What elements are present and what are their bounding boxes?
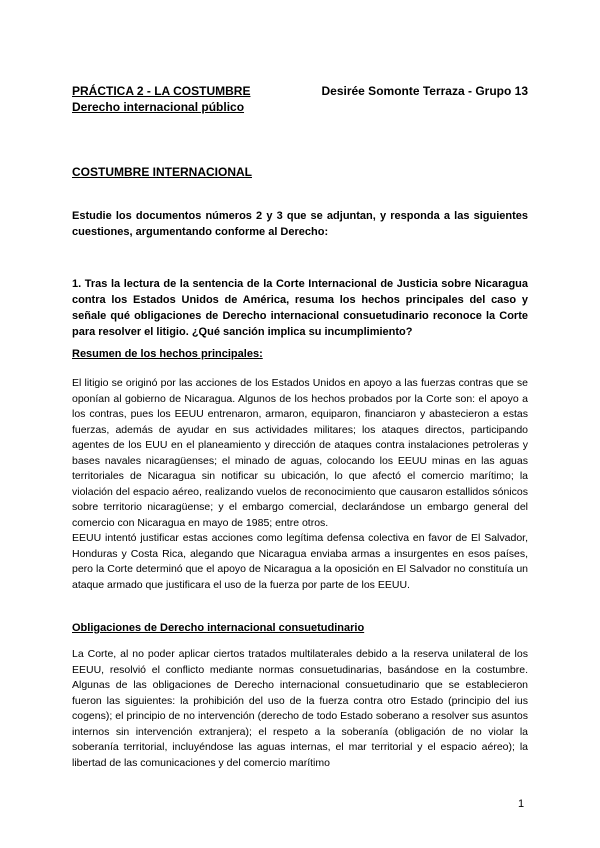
author-line: Desirée Somonte Terraza - Grupo 13: [321, 84, 528, 98]
obligations-body: [72, 647, 528, 771]
summary-paragraph-2: EEUU intentó justificar estas acciones como legítima defensa colectiva en favor de El Salvador, Honduras y Costa Rica, alegando que Nicaragua enviaba armas a insurgentes en esos países, pero la Corte determinó que el apoyo de Nicaragua a la oposición en El Salvador no constituía un ataque armado que justificara el uso de la fuerza por parte de los EEUU.: [72, 532, 528, 591]
summary-paragraph-1: El litigio se originó por las acciones de los Estados Unidos en apoyo a las fuerzas contras que se oponían al gobierno de Nicaragua. Algunos de los hechos probados por la Corte son: el apoyo a los contras, pues los EEUU entrenaron, armaron, equiparon, financiaron y abastecieron a estas fuerzas, además de ayudar en sus actividades militares; los ataques directos, participando agentes de los EUU en el planeamiento y dirección de ataques contra instalaciones petroleras y bases navales nicaragüenses; el minado de aguas, colocando los EEUU minas en las aguas territoriales de Nicaragua sin notificar su ubicación, lo que afectó el comercio marítimo; la violación del espacio aéreo, realizando vuelos de reconocimiento que causaron estallidos sónicos sobre territorio nicaragüense; y el embargo comercial, declarándose un embargo general del comercio con Nicaragua en mayo de 1985; entre otros.: [72, 377, 528, 529]
summary-heading-text: Resumen de los hechos principales: [72, 348, 260, 360]
summary-heading-colon: :: [259, 348, 263, 360]
summary-heading: [72, 348, 263, 360]
summary-body: [72, 376, 528, 593]
obligations-heading: Obligaciones de Derecho internacional consuetudinario: [72, 622, 365, 634]
section-title: COSTUMBRE INTERNACIONAL: [72, 165, 252, 179]
instructions: Estudie los documentos números 2 y 3 que se adjuntan, y responda a las siguientes cuestiones, argumentando conforme al Derecho:: [72, 210, 528, 238]
subject-title: Derecho internacional público: [72, 100, 245, 114]
question-1: 1. Tras la lectura de la sentencia de la Corte Internacional de Justicia sobre Nicaragua contra los Estados Unidos de América, resuma los hechos principales del caso y señale qué obligaciones de Derecho internacional consuetudinario reconoce la Corte para resolver el litigio. ¿Qué sanción implica su incumplimiento?: [72, 278, 528, 338]
header: [72, 84, 528, 100]
page-number: 1: [518, 798, 525, 810]
obligations-paragraph-1: La Corte, al no poder aplicar ciertos tratados multilaterales debido a la reserva unilateral de los EEUU, resolvió el conflicto mediante normas consuetudinarias, basándose en la costumbre. Algunas de las obligaciones de Derecho internacional consuetudinario que se establecieron fueron las siguientes: la prohibición del uso de la fuerza contra otro Estado (principio del ius cogens); el principio de no intervención (derecho de todo Estado soberano a resolver sus asuntos internos sin intervención extranjera); el respeto a la soberanía (obligación de no violar la soberanía territorial, incluyéndose las aguas internas, el mar territorial y el espacio aéreo); la libertad de las comunicaciones y del comercio marítimo: [72, 648, 528, 769]
practice-title: PRÁCTICA 2 - LA COSTUMBRE: [72, 84, 251, 98]
